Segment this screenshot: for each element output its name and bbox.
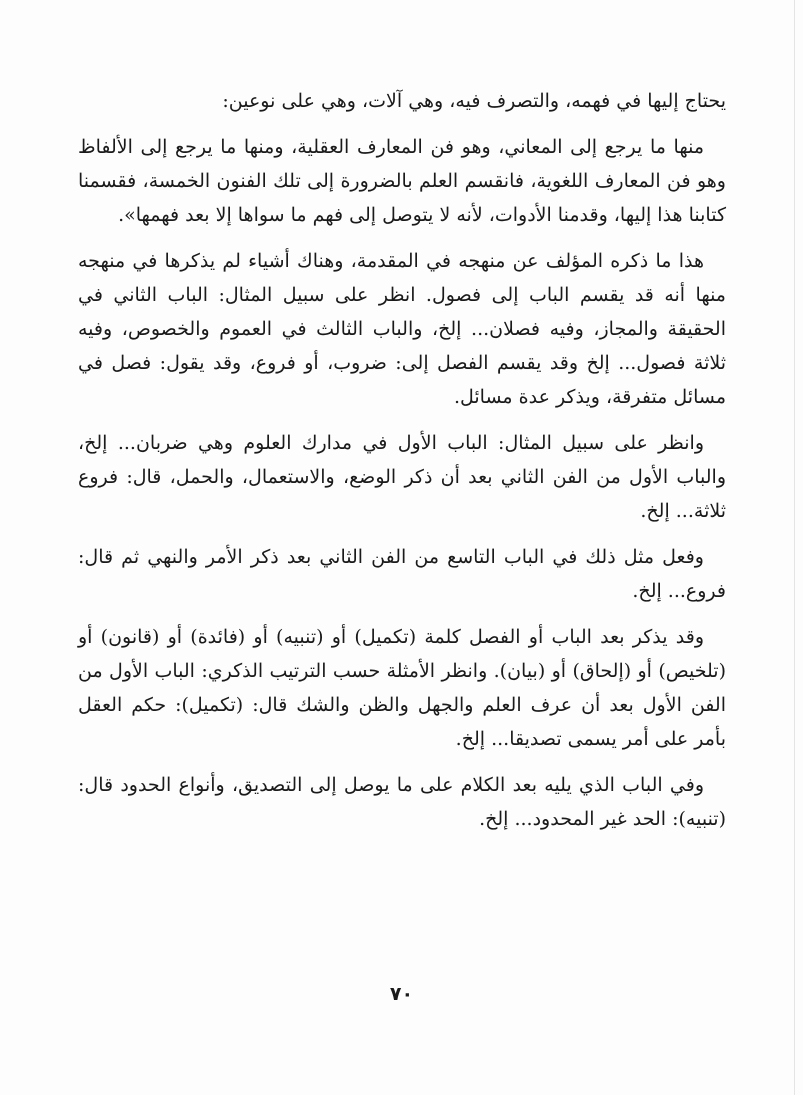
paragraph-4: وانظر على سبيل المثال: الباب الأول في مدارك العلوم وهي ضربان... إلخ، والباب الأول من الفن الثاني بعد أن ذكر الوضع، والاستعمال، والحمل، قال: فروع ثلاثة... إلخ. — [78, 432, 726, 522]
page-number: ٧٠ — [389, 983, 414, 1005]
paragraph-1: يحتاج إليها في فهمه، والتصرف فيه، وهي آلات، وهي على نوعين: — [222, 90, 726, 112]
paragraph-3: هذا ما ذكره المؤلف عن منهجه في المقدمة، وهناك أشياء لم يذكرها في منهجه منها أنه قد يقسم الباب إلى فصول. انظر على سبيل المثال: الباب الثاني في الحقيقة والمجاز، وفيه فصلان... إلخ، والباب الثالث في العموم والخصوص، وفيه ثلاثة فصول... إلخ وقد يقسم الفصل إلى: ضروب، أو فروع، وقد يقول: فصل في مسائل متفرقة، ويذكر عدة مسائل. — [78, 250, 726, 408]
paragraph-2: منها ما يرجع إلى المعاني، وهو فن المعارف العقلية، ومنها ما يرجع إلى الألفاظ وهو فن المعارف اللغوية، فانقسم العلم بالضرورة إلى تلك الفنون الخمسة، فقسمنا كتابنا هذا إليها، وقدمنا الأدوات، لأنه لا يتوصل إلى فهم ما سواها إلا بعد فهمها». — [78, 136, 726, 226]
body-text — [78, 84, 726, 848]
paragraph-7: وفي الباب الذي يليه بعد الكلام على ما يوصل إلى التصديق، وأنواع الحدود قال: (تنبيه): الحد غير المحدود... إلخ. — [78, 774, 726, 830]
paragraph-6: وقد يذكر بعد الباب أو الفصل كلمة (تكميل) أو (تنبيه) أو (فائدة) أو (قانون) أو (تلخيص) أو (إلحاق) أو (بيان). وانظر الأمثلة حسب الترتيب الذكري: الباب الأول من الفن الأول بعد أن عرف العلم والجهل والظن والشك قال: (تكميل): حكم العقل بأمر على أمر يسمى تصديقا... إلخ. — [78, 626, 726, 750]
paragraph-5: وفعل مثل ذلك في الباب التاسع من الفن الثاني بعد ذكر الأمر والنهي ثم قال: فروع... إلخ. — [78, 546, 726, 602]
page-edge-divider — [794, 0, 795, 1095]
